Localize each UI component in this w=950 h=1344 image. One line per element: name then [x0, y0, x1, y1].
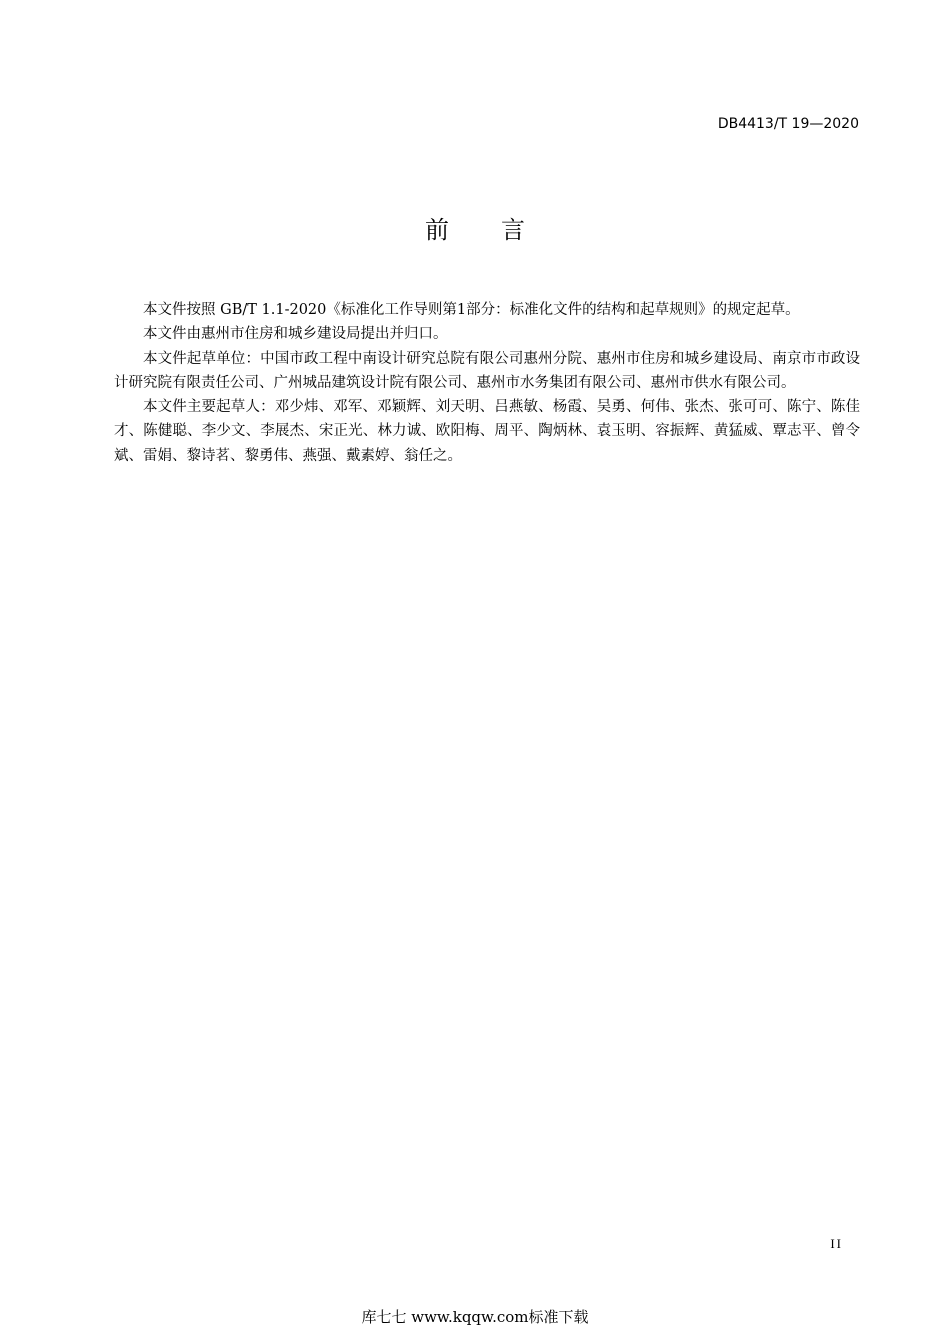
paragraph-proposer: 本文件由惠州市住房和城乡建设局提出并归口。	[143, 326, 448, 343]
site-watermark: 库七七 www.kqqw.com标准下载	[361, 1308, 589, 1326]
document-code: DB4413/T 19—2020	[717, 116, 859, 132]
paragraph-drafting-rules: 本文件按照 GB/T 1.1-2020《标准化工作导则第1部分：标准化文件的结构和起草规则》的规定起草。	[143, 302, 800, 318]
paragraph-drafting-units: 本文件起草单位：中国市政工程中南设计研究总院有限公司惠州分院、惠州市住房和城乡建设局、南京市市政设计研究院有限责任公司、广州城品建筑设计院有限公司、惠州市水务集团有限公司、惠州市供水有限公司。	[114, 350, 860, 391]
paragraph-drafters: 本文件主要起草人：邓少炜、邓军、邓颖辉、刘天明、吕燕敏、杨霞、吴勇、何伟、张杰、张可可、陈宁、陈佳才、陈健聪、李少文、李展杰、宋正光、林力诚、欧阳梅、周平、陶炳林、袁玉明、容振辉、黄猛威、覃志平、曾令斌、雷娟、黎诗茗、黎勇伟、燕强、戴素婷、翁任之。	[114, 399, 860, 464]
page-title: 前言	[425, 216, 577, 244]
page-number: II	[830, 1236, 843, 1251]
foreword-body	[114, 298, 860, 468]
